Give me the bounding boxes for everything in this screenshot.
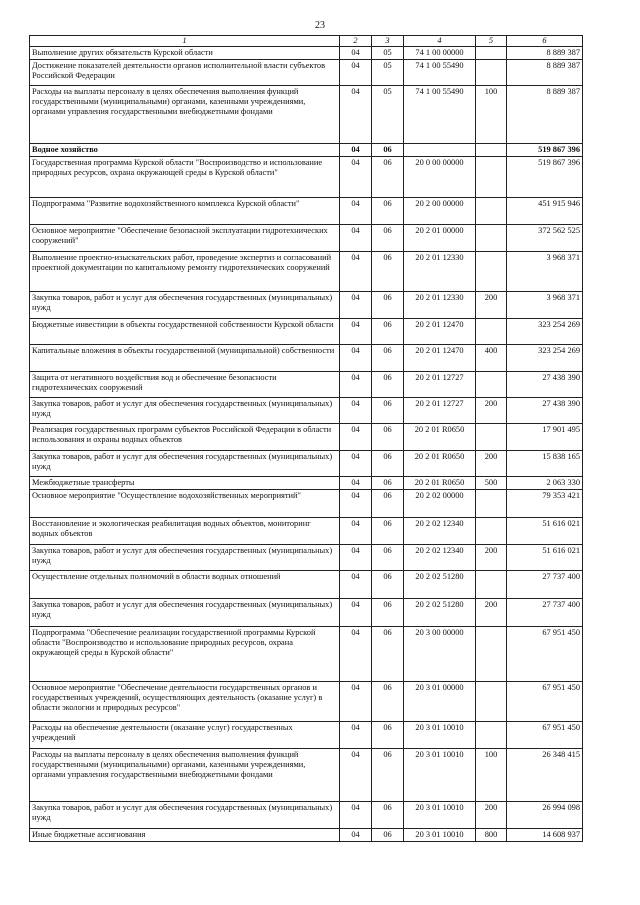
row-amount-cell: 26 994 098 bbox=[507, 802, 583, 829]
table-row bbox=[30, 627, 583, 682]
table-row bbox=[30, 451, 583, 477]
row-section-cell: 04 bbox=[340, 398, 372, 424]
row-section-cell: 04 bbox=[340, 722, 372, 749]
row-section-cell: 04 bbox=[340, 545, 372, 571]
row-subsection-cell: 06 bbox=[372, 802, 404, 829]
row-section-cell: 04 bbox=[340, 599, 372, 627]
column-header: 6 bbox=[507, 36, 583, 47]
row-subsection-cell: 06 bbox=[372, 490, 404, 518]
row-subsection-cell: 06 bbox=[372, 545, 404, 571]
row-subsection-cell: 06 bbox=[372, 198, 404, 225]
column-header: 1 bbox=[30, 36, 340, 47]
row-name-cell: Межбюджетные трансферты bbox=[30, 477, 340, 490]
row-subsection-cell: 06 bbox=[372, 627, 404, 682]
row-amount-cell: 8 889 387 bbox=[507, 47, 583, 60]
row-subsection-cell: 05 bbox=[372, 60, 404, 86]
table-row bbox=[30, 292, 583, 319]
table-row bbox=[30, 599, 583, 627]
table-row bbox=[30, 802, 583, 829]
row-expense-type-cell bbox=[476, 722, 507, 749]
row-target-article-cell: 20 3 01 10010 bbox=[404, 722, 476, 749]
table-row bbox=[30, 571, 583, 599]
row-name-cell: Осуществление отдельных полномочий в области водных отношений bbox=[30, 571, 340, 599]
row-amount-cell: 51 616 021 bbox=[507, 545, 583, 571]
row-expense-type-cell: 200 bbox=[476, 599, 507, 627]
row-section-cell: 04 bbox=[340, 157, 372, 198]
row-section-cell: 04 bbox=[340, 144, 372, 157]
row-target-article-cell: 74 1 00 55490 bbox=[404, 86, 476, 144]
row-target-article-cell: 20 2 01 R0650 bbox=[404, 477, 476, 490]
row-target-article-cell: 20 2 02 51280 bbox=[404, 571, 476, 599]
row-amount-cell: 27 737 400 bbox=[507, 571, 583, 599]
row-section-cell: 04 bbox=[340, 518, 372, 545]
row-amount-cell: 3 968 371 bbox=[507, 252, 583, 292]
table-header-row bbox=[30, 36, 583, 47]
table-row bbox=[30, 424, 583, 451]
column-header: 3 bbox=[372, 36, 404, 47]
row-section-cell: 04 bbox=[340, 749, 372, 802]
row-expense-type-cell bbox=[476, 225, 507, 252]
row-amount-cell: 8 889 387 bbox=[507, 60, 583, 86]
table-row bbox=[30, 477, 583, 490]
row-amount-cell: 372 562 525 bbox=[507, 225, 583, 252]
row-name-cell: Достижение показателей деятельности органов исполнительной власти субъектов Российской Федерации bbox=[30, 60, 340, 86]
row-target-article-cell: 20 2 01 12330 bbox=[404, 292, 476, 319]
row-target-article-cell: 20 3 01 10010 bbox=[404, 802, 476, 829]
row-subsection-cell: 06 bbox=[372, 225, 404, 252]
row-subsection-cell: 06 bbox=[372, 477, 404, 490]
row-expense-type-cell: 100 bbox=[476, 86, 507, 144]
row-name-cell: Закупка товаров, работ и услуг для обеспечения государственных (муниципальных) нужд bbox=[30, 545, 340, 571]
row-expense-type-cell bbox=[476, 424, 507, 451]
row-subsection-cell: 05 bbox=[372, 86, 404, 144]
row-expense-type-cell bbox=[476, 490, 507, 518]
row-name-cell: Расходы на выплаты персоналу в целях обеспечения выполнения функций государственными (муниципальными) органами, казенными учреждениями, органами управления государственными внебюджетными фондами bbox=[30, 86, 340, 144]
row-subsection-cell: 06 bbox=[372, 749, 404, 802]
row-section-cell: 04 bbox=[340, 802, 372, 829]
row-section-cell: 04 bbox=[340, 86, 372, 144]
row-target-article-cell: 20 2 02 00000 bbox=[404, 490, 476, 518]
row-expense-type-cell: 200 bbox=[476, 292, 507, 319]
row-subsection-cell: 06 bbox=[372, 722, 404, 749]
row-amount-cell: 67 951 450 bbox=[507, 682, 583, 722]
column-header: 2 bbox=[340, 36, 372, 47]
table-row bbox=[30, 225, 583, 252]
table-row bbox=[30, 490, 583, 518]
table-row bbox=[30, 86, 583, 144]
row-target-article-cell: 20 2 01 12330 bbox=[404, 252, 476, 292]
row-target-article-cell: 74 1 00 00000 bbox=[404, 47, 476, 60]
row-section-cell: 04 bbox=[340, 477, 372, 490]
row-expense-type-cell bbox=[476, 60, 507, 86]
row-section-cell: 04 bbox=[340, 372, 372, 398]
row-target-article-cell: 20 2 01 R0650 bbox=[404, 451, 476, 477]
row-section-cell: 04 bbox=[340, 345, 372, 372]
row-target-article-cell: 20 3 01 10010 bbox=[404, 749, 476, 802]
row-section-cell: 04 bbox=[340, 252, 372, 292]
row-amount-cell: 451 915 946 bbox=[507, 198, 583, 225]
row-target-article-cell: 74 1 00 55490 bbox=[404, 60, 476, 86]
row-section-cell: 04 bbox=[340, 60, 372, 86]
row-target-article-cell: 20 2 01 R0650 bbox=[404, 424, 476, 451]
row-name-cell: Восстановление и экологическая реабилитация водных объектов, мониторинг водных объектов bbox=[30, 518, 340, 545]
row-name-cell: Выполнение других обязательств Курской области bbox=[30, 47, 340, 60]
row-subsection-cell: 06 bbox=[372, 682, 404, 722]
row-subsection-cell: 06 bbox=[372, 599, 404, 627]
row-name-cell: Закупка товаров, работ и услуг для обеспечения государственных (муниципальных) нужд bbox=[30, 802, 340, 829]
row-expense-type-cell bbox=[476, 571, 507, 599]
row-subsection-cell: 06 bbox=[372, 518, 404, 545]
row-amount-cell: 26 348 415 bbox=[507, 749, 583, 802]
row-name-cell: Подпрограмма "Развитие водохозяйственного комплекса Курской области" bbox=[30, 198, 340, 225]
row-name-cell: Закупка товаров, работ и услуг для обеспечения государственных (муниципальных) нужд bbox=[30, 292, 340, 319]
table-row bbox=[30, 319, 583, 345]
row-subsection-cell: 06 bbox=[372, 829, 404, 842]
table-row bbox=[30, 518, 583, 545]
row-target-article-cell: 20 2 01 12470 bbox=[404, 319, 476, 345]
table-row bbox=[30, 722, 583, 749]
row-name-cell: Закупка товаров, работ и услуг для обеспечения государственных (муниципальных) нужд bbox=[30, 451, 340, 477]
row-target-article-cell: 20 0 00 00000 bbox=[404, 157, 476, 198]
row-section-cell: 04 bbox=[340, 319, 372, 345]
row-expense-type-cell bbox=[476, 198, 507, 225]
row-section-cell: 04 bbox=[340, 198, 372, 225]
row-expense-type-cell bbox=[476, 319, 507, 345]
row-section-cell: 04 bbox=[340, 682, 372, 722]
row-name-cell: Основное мероприятие "Обеспечение безопасной эксплуатации гидротехнических сооружений" bbox=[30, 225, 340, 252]
row-amount-cell: 3 968 371 bbox=[507, 292, 583, 319]
table-row bbox=[30, 398, 583, 424]
row-expense-type-cell bbox=[476, 627, 507, 682]
row-subsection-cell: 06 bbox=[372, 571, 404, 599]
row-name-cell: Капитальные вложения в объекты государственной (муниципальной) собственности bbox=[30, 345, 340, 372]
row-expense-type-cell bbox=[476, 252, 507, 292]
row-expense-type-cell: 500 bbox=[476, 477, 507, 490]
row-subsection-cell: 06 bbox=[372, 292, 404, 319]
row-subsection-cell: 06 bbox=[372, 157, 404, 198]
row-target-article-cell: 20 2 00 00000 bbox=[404, 198, 476, 225]
row-name-cell: Реализация государственных программ субъектов Российской Федерации в области использования и охраны водных объектов bbox=[30, 424, 340, 451]
row-name-cell: Водное хозяйство bbox=[30, 144, 340, 157]
row-section-cell: 04 bbox=[340, 47, 372, 60]
row-section-cell: 04 bbox=[340, 627, 372, 682]
row-amount-cell: 67 951 450 bbox=[507, 722, 583, 749]
row-target-article-cell: 20 3 01 10010 bbox=[404, 829, 476, 842]
row-amount-cell: 27 438 390 bbox=[507, 398, 583, 424]
row-expense-type-cell bbox=[476, 682, 507, 722]
table-row bbox=[30, 144, 583, 157]
row-subsection-cell: 06 bbox=[372, 372, 404, 398]
row-section-cell: 04 bbox=[340, 571, 372, 599]
table-row bbox=[30, 345, 583, 372]
budget-table-body bbox=[30, 36, 583, 842]
row-amount-cell: 519 867 396 bbox=[507, 157, 583, 198]
row-name-cell: Подпрограмма "Обеспечение реализации государственной программы Курской области "Воспроизводство и использование природных ресурсов, охрана окружающей среды в Курской области" bbox=[30, 627, 340, 682]
table-row bbox=[30, 47, 583, 60]
row-target-article-cell: 20 2 01 00000 bbox=[404, 225, 476, 252]
row-subsection-cell: 06 bbox=[372, 451, 404, 477]
row-section-cell: 04 bbox=[340, 451, 372, 477]
row-target-article-cell bbox=[404, 144, 476, 157]
row-name-cell: Защита от негативного воздействия вод и обеспечение безопасности гидротехнических сооружений bbox=[30, 372, 340, 398]
row-expense-type-cell bbox=[476, 372, 507, 398]
row-expense-type-cell bbox=[476, 157, 507, 198]
row-amount-cell: 79 353 421 bbox=[507, 490, 583, 518]
table-row bbox=[30, 60, 583, 86]
table-row bbox=[30, 252, 583, 292]
table-row bbox=[30, 372, 583, 398]
row-target-article-cell: 20 3 00 00000 bbox=[404, 627, 476, 682]
row-expense-type-cell: 800 bbox=[476, 829, 507, 842]
row-amount-cell: 67 951 450 bbox=[507, 627, 583, 682]
table-row bbox=[30, 545, 583, 571]
row-expense-type-cell: 100 bbox=[476, 749, 507, 802]
page-number: 23 bbox=[315, 20, 325, 31]
row-target-article-cell: 20 2 02 12340 bbox=[404, 518, 476, 545]
column-header: 5 bbox=[476, 36, 507, 47]
row-name-cell: Закупка товаров, работ и услуг для обеспечения государственных (муниципальных) нужд bbox=[30, 599, 340, 627]
row-expense-type-cell bbox=[476, 47, 507, 60]
row-section-cell: 04 bbox=[340, 829, 372, 842]
row-name-cell: Закупка товаров, работ и услуг для обеспечения государственных (муниципальных) нужд bbox=[30, 398, 340, 424]
row-amount-cell: 17 901 495 bbox=[507, 424, 583, 451]
row-expense-type-cell: 400 bbox=[476, 345, 507, 372]
row-subsection-cell: 06 bbox=[372, 252, 404, 292]
row-amount-cell: 27 737 400 bbox=[507, 599, 583, 627]
row-name-cell: Основное мероприятие "Осуществление водохозяйственных мероприятий" bbox=[30, 490, 340, 518]
row-subsection-cell: 05 bbox=[372, 47, 404, 60]
row-amount-cell: 8 889 387 bbox=[507, 86, 583, 144]
row-amount-cell: 15 838 165 bbox=[507, 451, 583, 477]
row-expense-type-cell: 200 bbox=[476, 802, 507, 829]
row-name-cell: Основное мероприятие "Обеспечение деятельности государственных органов и государственных учреждений, осуществляющих деятельность (оказание услуг) в области экологии и природных ресурсов" bbox=[30, 682, 340, 722]
table-row bbox=[30, 682, 583, 722]
row-amount-cell: 519 867 396 bbox=[507, 144, 583, 157]
row-name-cell: Расходы на выплаты персоналу в целях обеспечения выполнения функций государственными (муниципальными) органами, казенными учреждениями, органами управления государственными внебюджетными фондами bbox=[30, 749, 340, 802]
row-subsection-cell: 06 bbox=[372, 319, 404, 345]
row-section-cell: 04 bbox=[340, 490, 372, 518]
row-subsection-cell: 06 bbox=[372, 345, 404, 372]
row-amount-cell: 14 608 937 bbox=[507, 829, 583, 842]
row-amount-cell: 323 254 269 bbox=[507, 319, 583, 345]
row-section-cell: 04 bbox=[340, 292, 372, 319]
row-amount-cell: 323 254 269 bbox=[507, 345, 583, 372]
row-target-article-cell: 20 2 01 12727 bbox=[404, 372, 476, 398]
row-section-cell: 04 bbox=[340, 424, 372, 451]
budget-table bbox=[29, 35, 583, 842]
table-row bbox=[30, 749, 583, 802]
table-row bbox=[30, 829, 583, 842]
table-row bbox=[30, 198, 583, 225]
row-name-cell: Бюджетные инвестиции в объекты государственной собственности Курской области bbox=[30, 319, 340, 345]
row-expense-type-cell: 200 bbox=[476, 398, 507, 424]
row-name-cell: Государственная программа Курской области "Воспроизводство и использование природных ресурсов, охрана окружающей среды в Курской области" bbox=[30, 157, 340, 198]
row-name-cell: Иные бюджетные ассигнования bbox=[30, 829, 340, 842]
row-expense-type-cell: 200 bbox=[476, 545, 507, 571]
row-expense-type-cell bbox=[476, 144, 507, 157]
row-target-article-cell: 20 2 01 12470 bbox=[404, 345, 476, 372]
row-target-article-cell: 20 2 02 51280 bbox=[404, 599, 476, 627]
row-name-cell: Выполнение проектно-изыскательских работ, проведение экспертиз и согласований проектной документации по капитальному ремонту гидротехнических сооружений bbox=[30, 252, 340, 292]
row-target-article-cell: 20 2 02 12340 bbox=[404, 545, 476, 571]
table-row bbox=[30, 157, 583, 198]
row-amount-cell: 51 616 021 bbox=[507, 518, 583, 545]
row-amount-cell: 2 063 330 bbox=[507, 477, 583, 490]
row-section-cell: 04 bbox=[340, 225, 372, 252]
row-subsection-cell: 06 bbox=[372, 398, 404, 424]
row-subsection-cell: 06 bbox=[372, 144, 404, 157]
row-name-cell: Расходы на обеспечение деятельности (оказание услуг) государственных учреждений bbox=[30, 722, 340, 749]
row-expense-type-cell bbox=[476, 518, 507, 545]
row-target-article-cell: 20 2 01 12727 bbox=[404, 398, 476, 424]
row-subsection-cell: 06 bbox=[372, 424, 404, 451]
row-target-article-cell: 20 3 01 00000 bbox=[404, 682, 476, 722]
column-header: 4 bbox=[404, 36, 476, 47]
row-amount-cell: 27 438 390 bbox=[507, 372, 583, 398]
row-expense-type-cell: 200 bbox=[476, 451, 507, 477]
